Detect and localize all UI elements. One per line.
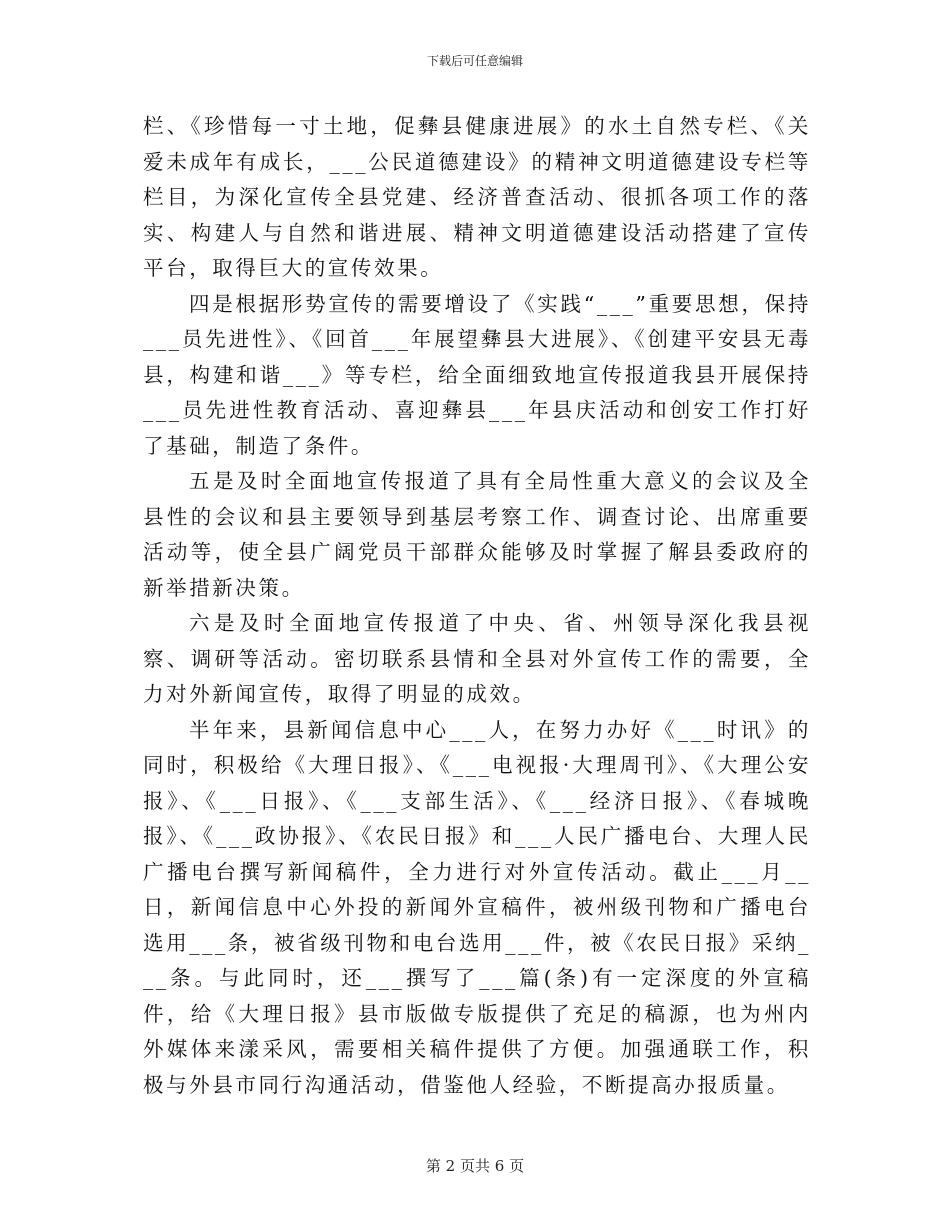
paragraph-5: 半年来，县新闻信息中心___人，在努力办好《___时讯》的同时，积极给《大理日报》、《___电视报·大理周刊》、《大理公安报》、《___日报》、《___支部生活》、《___经济日报》、《春城晚报》、《___政协报》、《农民日报》和___人民广播电台、大理人民广播电台撰写新闻稿件，全力进行对外宣传活动。截止___月__日，新闻信息中心外投的新闻外宣稿件，被州级刊物和广播电台选用___条，被省级刊物和电台选用___件，被《农民日报》采纳___条。与此同时，还___撰写了___篇(条)有一定深度的外宣稿件，给《大理日报》县市版做专版提供了充足的稿源，也为州内外媒体来漾采风，需要相关稿件提供了方便。加强通联工作，积极与外县市同行沟通活动，借鉴他人经验，不断提高办报质量。 [143,717,811,1097]
paragraph-1: 栏、《珍惜每一寸土地，促彝县健康进展》的水土自然专栏、《关爱未成年有成长，___公民道德建设》的精神文明道德建设专栏等栏目，为深化宣传全县党建、经济普查活动、很抓各项工作的落实、构建人与自然和谐进展、精神文明道德建设活动搭建了宣传平台，取得巨大的宣传效果。 [143,114,811,280]
paragraph-3: 五是及时全面地宣传报道了具有全局性重大意义的会议及全县性的会议和县主要领导到基层考察工作、调查讨论、出席重要活动等，使全县广阔党员干部群众能够及时掌握了解县委政府的新举措新决策。 [143,469,811,600]
page-number-footer: 第 2 页共 6 页 [425,1157,525,1175]
page-header: 下载后可任意编辑 [426,54,523,68]
paragraph-4: 六是及时全面地宣传报道了中央、省、州领导深化我县视察、调研等活动。密切联系县情和全县对外宣传工作的需要，全力对外新闻宣传，取得了明显的成效。 [143,611,811,706]
document-body [143,109,811,1103]
paragraph-2: 四是根据形势宣传的需要增设了《实践“___”重要思想，保持___员先进性》、《回首___年展望彝县大进展》、《创建平安县无毒县，构建和谐___》等专栏，给全面细致地宣传报道我县开展保持___员先进性教育活动、喜迎彝县___年县庆活动和创安工作打好了基础，制造了条件。 [143,291,811,458]
